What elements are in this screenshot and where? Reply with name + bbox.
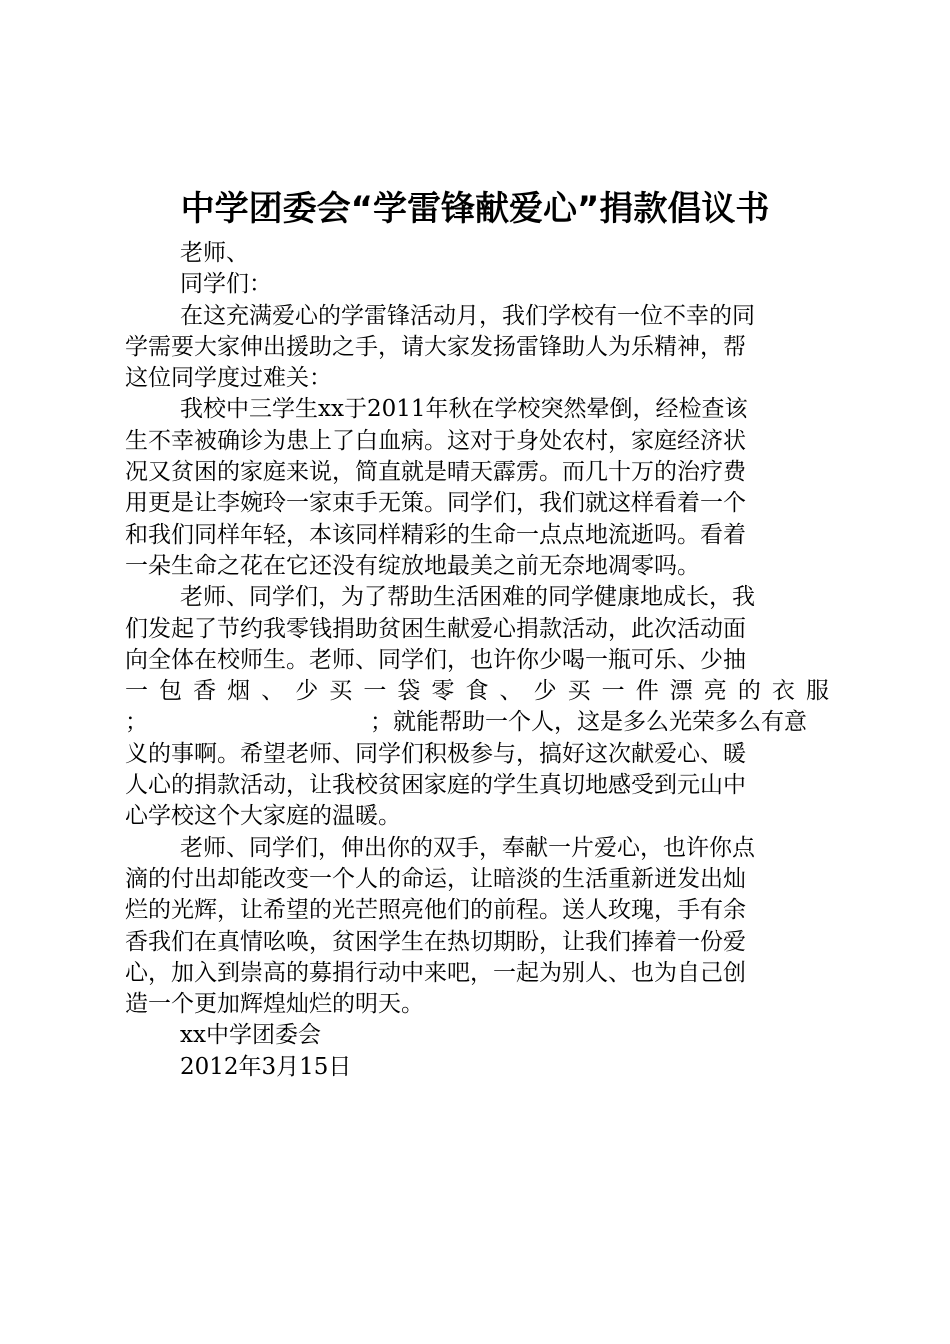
document-title: 中学团委会“学雷锋献爱心”捐款倡议书 bbox=[180, 189, 770, 229]
spread-char: 少 bbox=[533, 678, 557, 705]
paragraph-1-line: 在这充满爱心的学雷锋活动月，我们学校有一位不幸的同 bbox=[180, 302, 755, 329]
paragraph-1-line: 学需要大家伸出援助之手，请大家发扬雷锋助人为乐精神，帮 bbox=[125, 333, 746, 360]
gap-line-text: ；就能帮助一个人，这是多么光荣多么有意 bbox=[370, 709, 807, 736]
paragraph-3-spread-line bbox=[125, 676, 829, 707]
paragraph-2-line: 和我们同样年轻，本该同样精彩的生命一点点地流逝吗。看着 bbox=[125, 521, 746, 548]
paragraph-4-line: 滴的付出却能改变一个人的命运，让暗淡的生活重新迸发出灿 bbox=[125, 865, 746, 892]
spread-char: 香 bbox=[193, 678, 217, 705]
spread-char: 亮 bbox=[703, 678, 727, 705]
paragraph-3-line: 向全体在校师生。老师、同学们，也许你少喝一瓶可乐、少抽 bbox=[125, 646, 746, 673]
spread-char: 一 bbox=[363, 678, 387, 705]
paragraph-3-line: 们发起了节约我零钱捐助贫困生献爱心捐款活动，此次活动面 bbox=[125, 615, 746, 642]
paragraph-3-line: 人心的捐款活动，让我校贫困家庭的学生真切地感受到元山中 bbox=[125, 772, 746, 799]
spread-char: 一 bbox=[601, 678, 625, 705]
signature: xx中学团委会 bbox=[180, 1022, 321, 1049]
spread-char: 包 bbox=[159, 678, 183, 705]
salutation-students: 同学们： bbox=[180, 271, 272, 298]
spread-char: 、 bbox=[261, 678, 285, 705]
paragraph-2-line: 生不幸被确诊为患上了白血病。这对于身处农村，家庭经济状 bbox=[125, 427, 746, 454]
paragraph-3-line: 义的事啊。希望老师、同学们积极参与，搞好这次献爱心、暖 bbox=[125, 740, 746, 767]
spread-char: 少 bbox=[295, 678, 319, 705]
paragraph-2-line: 一朵生命之花在它还没有绽放地最美之前无奈地凋零吗。 bbox=[125, 552, 700, 579]
spread-char: 袋 bbox=[397, 678, 421, 705]
paragraph-1-line: 这位同学度过难关： bbox=[125, 365, 332, 392]
paragraph-2-line: 我校中三学生xx于2011年秋在学校突然晕倒，经检查该 bbox=[180, 396, 748, 423]
spread-char: 、 bbox=[499, 678, 523, 705]
spread-char: 的 bbox=[737, 678, 761, 705]
spread-char: 零 bbox=[431, 678, 455, 705]
spread-char: 漂 bbox=[669, 678, 693, 705]
paragraph-4-line: 老师、同学们，伸出你的双手，奉献一片爱心，也许你点 bbox=[180, 834, 755, 861]
spread-char: 买 bbox=[329, 678, 353, 705]
paragraph-4-line: 香我们在真情吆唤，贫困学生在热切期盼，让我们捧着一份爱 bbox=[125, 928, 746, 955]
paragraph-4-line: 烂的光辉，让希望的光芒照亮他们的前程。送人玫瑰，手有余 bbox=[125, 897, 746, 924]
paragraph-4-line: 心，加入到崇高的募捐行动中来吧，一起为别人、也为自己创 bbox=[125, 959, 746, 986]
paragraph-3-gap-line bbox=[125, 707, 829, 738]
paragraph-2-line: 况又贫困的家庭来说，简直就是晴天霹雳。而几十万的治疗费 bbox=[125, 459, 746, 486]
date: 2012年3月15日 bbox=[180, 1053, 352, 1080]
spread-char: 食 bbox=[465, 678, 489, 705]
paragraph-3-line: 老师、同学们，为了帮助生活困难的同学健康地成长，我 bbox=[180, 584, 755, 611]
document-body bbox=[125, 238, 829, 1083]
spread-char: 衣 bbox=[771, 678, 795, 705]
paragraph-4-line: 造一个更加辉煌灿烂的明天。 bbox=[125, 991, 424, 1018]
paragraph-3-line: 心学校这个大家庭的温暖。 bbox=[125, 803, 401, 830]
spread-char: 烟 bbox=[227, 678, 251, 705]
gap-semicolon: ； bbox=[125, 709, 148, 736]
paragraph-2-line: 用更是让李婉玲一家束手无策。同学们，我们就这样看着一个 bbox=[125, 490, 746, 517]
spread-char: 一 bbox=[125, 678, 148, 705]
salutation-teachers: 老师、 bbox=[180, 240, 249, 266]
spread-char: 买 bbox=[567, 678, 591, 705]
spread-char: 件 bbox=[635, 678, 659, 705]
spread-char: 服 bbox=[805, 678, 829, 705]
